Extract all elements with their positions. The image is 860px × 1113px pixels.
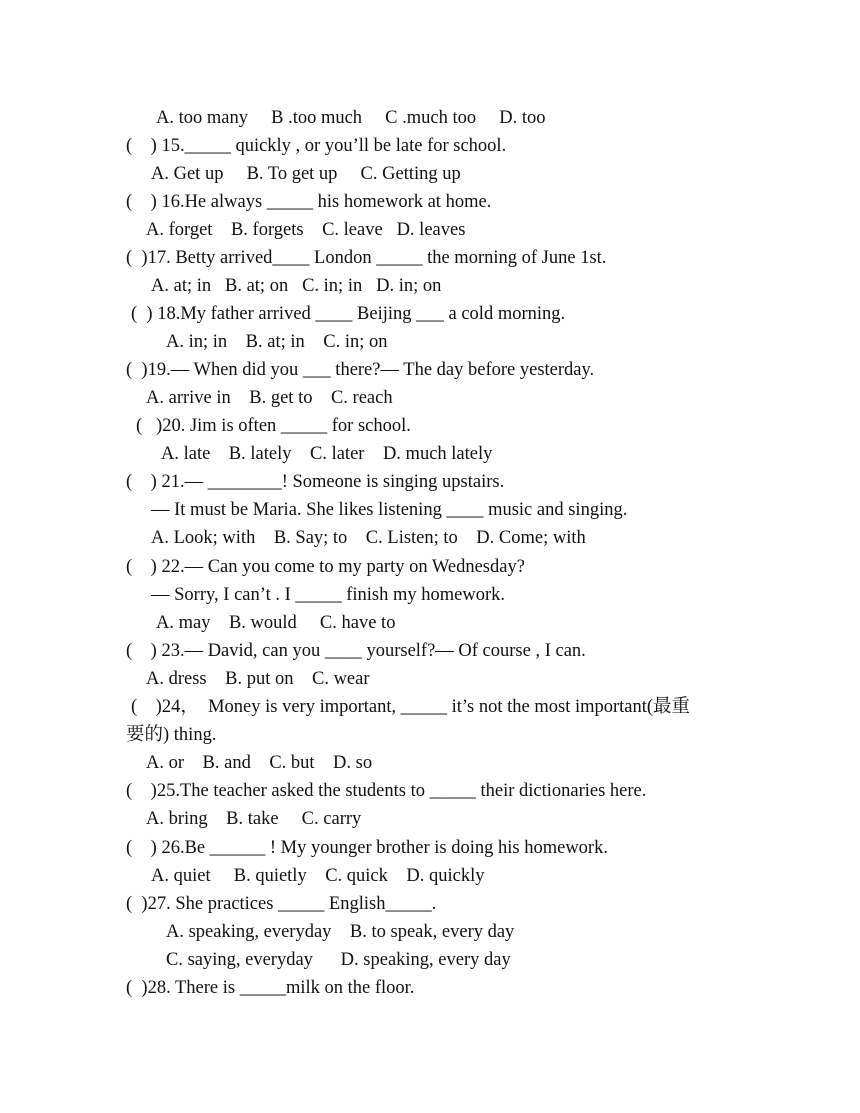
- q21-dialogue: — It must be Maria. She likes listening ____ music and singing.: [151, 500, 628, 520]
- q27-options-row2: C. saying, everyday D. speaking, every day: [166, 950, 511, 970]
- q23-options: A. dress B. put on C. wear: [146, 669, 370, 689]
- q14-options: A. too many B .too much C .much too D. too: [156, 108, 546, 128]
- q24-question-cont: 要的) thing.: [126, 725, 217, 745]
- q28-question: ( )28. There is _____milk on the floor.: [126, 978, 415, 998]
- q22-question: ( ) 22.— Can you come to my party on Wednesday?: [126, 557, 525, 577]
- q26-options: A. quiet B. quietly C. quick D. quickly: [151, 866, 485, 886]
- q24-question: ( )24， Money is very important, _____ it’s not the most important(最重: [131, 697, 691, 717]
- q16-question: ( ) 16.He always _____ his homework at home.: [126, 192, 492, 212]
- q16-options: A. forget B. forgets C. leave D. leaves: [146, 220, 466, 240]
- q21-options: A. Look; with B. Say; to C. Listen; to D. Come; with: [151, 528, 586, 548]
- q18-options: A. in; in B. at; in C. in; on: [166, 332, 388, 352]
- q24-options: A. or B. and C. but D. so: [146, 753, 373, 773]
- q26-question: ( ) 26.Be ______ ! My younger brother is doing his homework.: [126, 838, 608, 858]
- q20-question: ( )20. Jim is often _____ for school.: [136, 416, 411, 436]
- q18-question: ( ) 18.My father arrived ____ Beijing ___ a cold morning.: [131, 304, 566, 324]
- q23-question: ( ) 23.— David, can you ____ yourself?— Of course , I can.: [126, 641, 586, 661]
- q27-question: ( )27. She practices _____ English_____.: [126, 894, 437, 914]
- q22-options: A. may B. would C. have to: [156, 613, 396, 633]
- q15-options: A. Get up B. To get up C. Getting up: [151, 164, 461, 184]
- q19-question: ( )19.— When did you ___ there?— The day before yesterday.: [126, 360, 595, 380]
- q17-options: A. at; in B. at; on C. in; in D. in; on: [151, 276, 442, 296]
- q17-question: ( )17. Betty arrived____ London _____ the morning of June 1st.: [126, 248, 607, 268]
- q27-options-row1: A. speaking, everyday B. to speak, every day: [166, 922, 515, 942]
- q22-dialogue: — Sorry, I can’t . I _____ finish my homework.: [151, 585, 506, 605]
- q21-question: ( ) 21.— ________! Someone is singing upstairs.: [126, 472, 505, 492]
- q20-options: A. late B. lately C. later D. much lately: [161, 444, 493, 464]
- q25-options: A. bring B. take C. carry: [146, 809, 362, 829]
- q19-options: A. arrive in B. get to C. reach: [146, 388, 393, 408]
- q25-question: ( )25.The teacher asked the students to _____ their dictionaries here.: [126, 781, 647, 801]
- q15-question: ( ) 15._____ quickly , or you’ll be late for school.: [126, 136, 507, 156]
